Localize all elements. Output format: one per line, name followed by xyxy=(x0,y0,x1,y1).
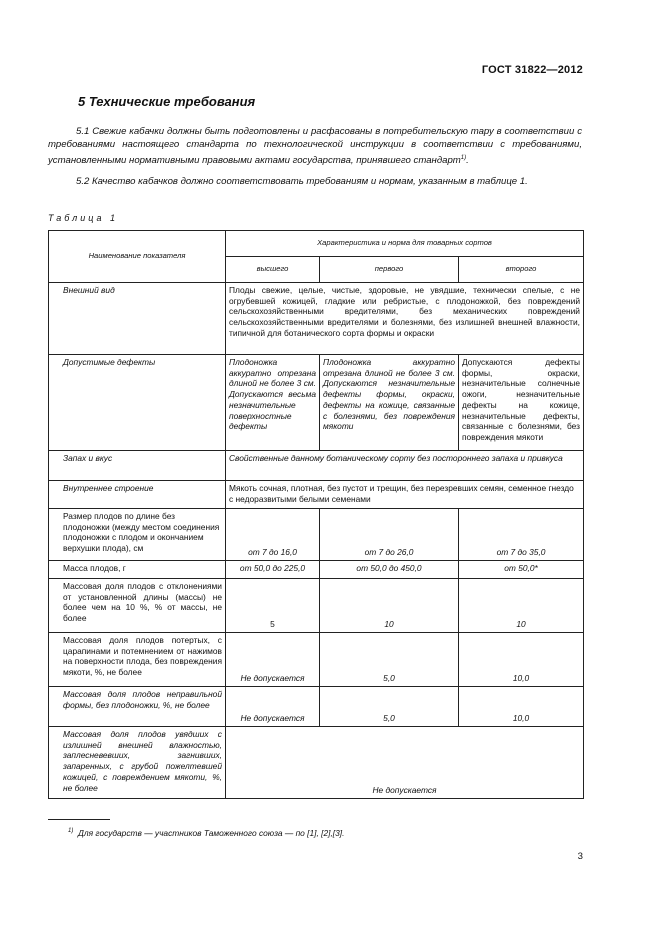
table-row xyxy=(49,451,584,481)
row-name: Массовая доля плодов увядших с излишней внешней влажностью, заплесневевших, загнивших, запаренных, с грубой пожелтевшей кожицей, с повреждением мякоти, %, не более xyxy=(49,727,226,799)
header-grade-group: Характеристика и норма для товарных сортов xyxy=(226,231,584,257)
requirements-table xyxy=(48,230,584,799)
standard-header: ГОСТ 31822—2012 xyxy=(481,64,583,76)
row-value-second: от 50,0* xyxy=(459,561,584,579)
row-value-second: 10,0 xyxy=(459,687,584,727)
footnote-ref: 1) xyxy=(460,154,467,161)
row-value: Мякоть сочная, плотная, без пустот и трещин, без перезревших семян, семенное гнездо с недоразвитыми белыми семенами xyxy=(226,481,584,509)
row-value-premium: Не допускается xyxy=(226,687,320,727)
row-value-second: 10,0 xyxy=(459,633,584,687)
row-value-first: 5,0 xyxy=(320,687,459,727)
row-value-first: 10 xyxy=(320,579,459,633)
footnote-mark: 1) xyxy=(68,828,74,835)
footnote xyxy=(68,828,344,838)
row-value-first: Плодоножка аккуратно отрезана длиной не более 3 см. Допускаются незначительные дефекты формы, окраски, дефекты на кожице, связанные с болезнями, без повреждения мякоти xyxy=(320,355,459,451)
row-value: Плоды свежие, целые, чистые, здоровые, не увядшие, технически спелые, с не огрубевшей кожицей, гладкие или ребристые, с плодоножкой, без повреждений сельскохозяйственными вредителями, без механических повреждений сельскохозяйственными вредителями и болезнями, без излишней внешней влажности, типичной для ботанического сорта формы и окраски xyxy=(226,283,584,355)
row-value-premium: 5 xyxy=(226,579,320,633)
section-title: 5 Технические требования xyxy=(78,94,256,109)
header-indicator-name: Наименование показателя xyxy=(49,231,226,283)
row-name: Массовая доля плодов неправильной формы, без плодоножки, %, не более xyxy=(49,687,226,727)
paragraph-5-2-text: 5.2 Качество кабачков должно соответствовать требованиям и нормам, указанным в таблице 1. xyxy=(76,176,528,187)
row-value-premium: Не допускается xyxy=(226,633,320,687)
row-value-premium: от 7 до 16,0 xyxy=(226,509,320,561)
paragraph-5-1-end: . xyxy=(466,154,469,166)
header-grade-second: второго xyxy=(459,257,584,283)
table-row xyxy=(49,509,584,561)
row-value-first: 5,0 xyxy=(320,633,459,687)
paragraph-5-1-text: 5.1 Свежие кабачки должны быть подготовлены и расфасованы в потребительскую тару в соответствии с требованиями настоящего стандарта по технологической инструкции в соответствии с требованиями, установленными нормативными правовыми актами государства, принявшего стандарт xyxy=(48,126,582,166)
row-name: Размер плодов по длине без плодоножки (между местом соединения плодоножки с плодом и окончанием верхушки плода), см xyxy=(49,509,226,561)
table-caption: Таблица 1 xyxy=(48,213,119,223)
row-value-second: 10 xyxy=(459,579,584,633)
row-value-premium: Плодоножка аккуратно отрезана длиной не более 3 см. Допускаются весьма незначительные поверхностные дефекты xyxy=(226,355,320,451)
table-row xyxy=(49,727,584,799)
table-row xyxy=(49,481,584,509)
row-name: Запах и вкус xyxy=(49,451,226,481)
row-name: Масса плодов, г xyxy=(49,561,226,579)
table-row xyxy=(49,283,584,355)
table-row xyxy=(49,561,584,579)
footnote-divider xyxy=(48,819,110,820)
row-name: Допустимые дефекты xyxy=(49,355,226,451)
row-name: Внешний вид xyxy=(49,283,226,355)
row-value-second: от 7 до 35,0 xyxy=(459,509,584,561)
page-number: 3 xyxy=(577,851,583,862)
footnote-text: Для государств — участников Таможенного союза — по [1], [2],[3]. xyxy=(78,828,345,838)
paragraph-5-2 xyxy=(48,176,582,189)
paragraph-5-1 xyxy=(48,126,582,168)
table-row xyxy=(49,687,584,727)
row-value-premium: от 50,0 до 225,0 xyxy=(226,561,320,579)
table-row xyxy=(49,633,584,687)
row-value: Свойственные данному ботаническому сорту без постороннего запаха и привкуса xyxy=(226,451,584,481)
row-name: Массовая доля плодов потертых, с царапинами и потемнением от нажимов на поверхности плода, без повреждения мякоти, %, не более xyxy=(49,633,226,687)
header-grade-premium: высшего xyxy=(226,257,320,283)
row-name: Внутреннее строение xyxy=(49,481,226,509)
row-value-second: Допускаются дефекты формы, окраски, незначительные солнечные ожоги, незначительные дефекты на кожице, незначительные дефекты, связанные с болезнями, без повреждения мякоти xyxy=(459,355,584,451)
row-value-first: от 50,0 до 450,0 xyxy=(320,561,459,579)
row-name: Массовая доля плодов с отклонениями от установленной длины (массы) не более чем на 10 %, % от массы, не более xyxy=(49,579,226,633)
table-row xyxy=(49,355,584,451)
row-value-first: от 7 до 26,0 xyxy=(320,509,459,561)
table-row xyxy=(49,579,584,633)
row-value: Не допускается xyxy=(226,727,584,799)
header-grade-first: первого xyxy=(320,257,459,283)
